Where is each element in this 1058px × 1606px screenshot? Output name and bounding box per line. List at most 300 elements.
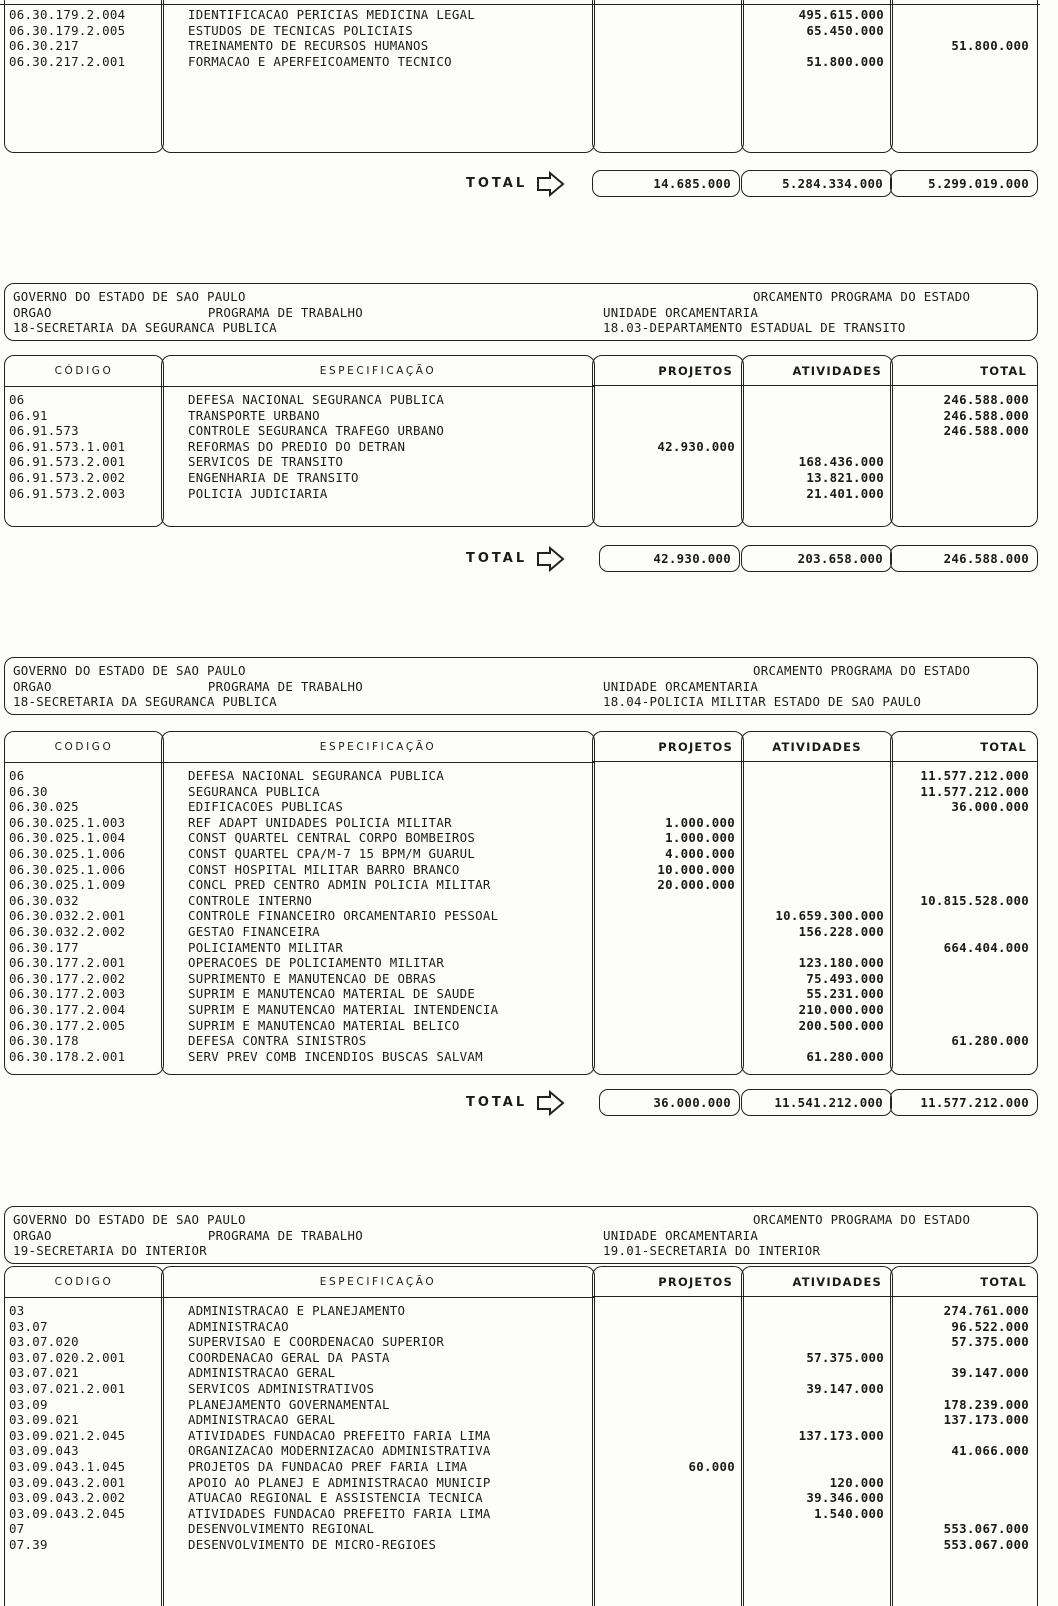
right-arrow-icon <box>534 545 568 573</box>
table-cell-total <box>891 1049 1037 1065</box>
table-cell-total <box>891 1459 1037 1475</box>
table-cell-total: 274.761.000 <box>943 1303 1029 1318</box>
table-cell-projetos <box>593 908 743 924</box>
projetos-header: PROJETOS <box>593 356 743 386</box>
table-cell-atividades <box>742 815 892 831</box>
especificacao-rows <box>162 392 594 501</box>
table-cell-atividades: 123.180.000 <box>798 955 884 971</box>
table-cell-projetos: 42.930.000 <box>657 438 735 454</box>
projetos-column <box>592 0 744 153</box>
orgao-text: 19-SECRETARIA DO INTERIOR <box>13 1243 207 1259</box>
table-cell-especificacao: TREINAMENTO DE RECURSOS HUMANOS <box>188 38 429 54</box>
table-cell-total <box>891 830 1037 846</box>
especificacao-column <box>161 355 595 527</box>
table-cell-total: 246.588.000 <box>943 423 1029 439</box>
table-cell-codigo: 03.09.021 <box>9 1412 79 1428</box>
table-cell-atividades <box>742 799 892 815</box>
atividades-column <box>741 0 893 153</box>
table-cell-atividades <box>742 1537 892 1553</box>
table-cell-total <box>891 924 1037 940</box>
table-cell-codigo: 06.30 <box>9 783 48 799</box>
table-cell-total: 553.067.000 <box>943 1536 1029 1552</box>
table-cell-projetos <box>593 1397 743 1413</box>
programa-text: PROGRAMA DE TRABALHO <box>207 1227 364 1243</box>
governo-text: GOVERNO DO ESTADO DE SAO PAULO <box>13 663 246 678</box>
table-cell-codigo: 06.91 <box>9 407 48 423</box>
table-cell-especificacao: ATIVIDADES FUNDACAO PREFEITO FARIA LIMA <box>188 1505 491 1521</box>
table-cell-atividades: 51.800.000 <box>806 53 884 69</box>
table-cell-total <box>891 470 1037 486</box>
table-cell-atividades: 168.436.000 <box>798 454 884 470</box>
table-cell-total: 39.147.000 <box>951 1365 1029 1381</box>
table-cell-total <box>891 1506 1037 1522</box>
projetos-column <box>592 1266 744 1606</box>
projetos-column <box>592 731 744 1075</box>
table-cell-codigo: 06.30.032.2.001 <box>9 908 126 924</box>
table-cell-especificacao: ADMINISTRACAO <box>188 1318 289 1334</box>
governo-text: GOVERNO DO ESTADO DE SAO PAULO <box>13 289 246 304</box>
especificacao-column <box>161 0 595 153</box>
table-cell-especificacao: FORMACAO E APERFEICOAMENTO TECNICO <box>188 53 452 69</box>
table-cell-total <box>891 454 1037 470</box>
atividades-column <box>741 731 893 1075</box>
table-cell-projetos <box>593 1443 743 1459</box>
table-cell-atividades <box>742 846 892 862</box>
table-cell-projetos <box>593 1049 743 1065</box>
table-cell-projetos <box>593 23 743 39</box>
table-cell-atividades: 39.147.000 <box>806 1380 884 1396</box>
table-cell-total: 36.000.000 <box>951 799 1029 815</box>
especificacao-rows <box>162 7 594 69</box>
table-cell-atividades <box>742 1443 892 1459</box>
table-cell-total <box>891 908 1037 924</box>
section-header <box>4 1206 1038 1264</box>
total-column <box>890 1266 1038 1606</box>
orcamento-text: ORCAMENTO PROGRAMA DO ESTADO <box>753 1212 971 1227</box>
total-label: TOTAL <box>466 1095 528 1110</box>
total-header: TOTAL <box>891 1267 1037 1297</box>
projetos-header: PROJETOS <box>593 1267 743 1297</box>
especificacao-header: ESPECIFICAÇÃO <box>162 1267 594 1298</box>
especificacao-column <box>161 731 595 1075</box>
table-cell-projetos <box>593 955 743 971</box>
table-cell-especificacao: POLICIAMENTO MILITAR <box>188 939 344 955</box>
section-header <box>4 283 1038 341</box>
projetos-rows <box>593 768 743 1064</box>
table-cell-especificacao: APOIO AO PLANEJ E ADMINISTRACAO MUNICIP <box>188 1474 491 1490</box>
header-right <box>603 289 970 336</box>
table-cell-codigo: 06.30.177 <box>9 939 79 955</box>
total-total: 5.299.019.000 <box>890 170 1038 197</box>
atividades-column <box>741 1266 893 1606</box>
table-cell-codigo: 06.91.573.2.003 <box>9 485 126 501</box>
table-cell-especificacao: DEFESA CONTRA SINISTROS <box>188 1033 367 1049</box>
table-cell-projetos <box>593 1381 743 1397</box>
table-cell-total: 61.280.000 <box>951 1033 1029 1049</box>
total-line <box>0 170 1058 198</box>
table-cell-especificacao: PLANEJAMENTO GOVERNAMENTAL <box>188 1396 390 1412</box>
table-cell-total <box>891 862 1037 878</box>
table-cell-codigo: 03.09.043.2.002 <box>9 1490 126 1506</box>
codigo-header: CODIGO <box>5 1267 163 1298</box>
table-cell-especificacao: REFORMAS DO PREDIO DO DETRAN <box>188 438 406 454</box>
table-cell-total <box>891 846 1037 862</box>
table-cell-codigo: 06.30.177.2.004 <box>9 1001 126 1017</box>
projetos-rows <box>593 7 743 69</box>
codigo-rows <box>5 7 163 69</box>
table-cell-total: 246.588.000 <box>943 392 1029 407</box>
atividades-rows <box>742 7 892 69</box>
table-cell-projetos <box>593 1350 743 1366</box>
table-cell-codigo: 03.09.043.1.045 <box>9 1458 126 1474</box>
total-line <box>0 1089 1058 1117</box>
table-cell-especificacao: ESTUDOS DE TECNICAS POLICIAIS <box>188 22 414 38</box>
projetos-rows <box>593 1303 743 1553</box>
table-cell-atividades <box>742 940 892 956</box>
header-left <box>13 663 363 710</box>
programa-text: PROGRAMA DE TRABALHO <box>207 304 364 320</box>
unidade-text: 19.01-SECRETARIA DO INTERIOR <box>603 1243 821 1259</box>
table-cell-especificacao: ADMINISTRACAO GERAL <box>188 1412 336 1428</box>
table-cell-especificacao: REF ADAPT UNIDADES POLICIA MILITAR <box>188 814 452 830</box>
table-cell-codigo: 06.30.179.2.004 <box>9 7 126 22</box>
table-cell-especificacao: ORGANIZACAO MODERNIZACAO ADMINISTRATIVA <box>188 1443 491 1459</box>
table-cell-atividades <box>742 877 892 893</box>
right-arrow-icon <box>534 170 568 198</box>
total-line <box>0 545 1058 573</box>
table-cell-projetos <box>593 1490 743 1506</box>
atividades-header: ATIVIDADES <box>742 732 892 762</box>
total-atividades: 203.658.000 <box>741 545 892 572</box>
orgao-label: ORGAO <box>13 678 52 694</box>
table-cell-projetos <box>593 7 743 23</box>
table-cell-especificacao: SEGURANCA PUBLICA <box>188 783 320 799</box>
table-cell-especificacao: DESENVOLVIMENTO REGIONAL <box>188 1521 375 1537</box>
table-cell-total <box>891 1381 1037 1397</box>
projetos-rows <box>593 392 743 501</box>
table-cell-codigo: 03.07.020.2.001 <box>9 1349 126 1365</box>
table-cell-especificacao: SUPRIM E MANUTENCAO MATERIAL INTENDENCIA <box>188 1001 499 1017</box>
table-cell-codigo: 06.30.032.2.002 <box>9 923 126 939</box>
table-cell-projetos <box>593 486 743 502</box>
table-cell-projetos: 1.000.000 <box>665 830 735 846</box>
codigo-column <box>4 355 164 527</box>
table-cell-projetos: 4.000.000 <box>665 845 735 861</box>
table-cell-codigo: 06.30.025 <box>9 799 79 815</box>
table-cell-codigo: 06.91.573.1.001 <box>9 438 126 454</box>
table-cell-especificacao: SUPRIM E MANUTENCAO MATERIAL DE SAUDE <box>188 986 476 1002</box>
atividades-header: ATIVIDADES <box>742 356 892 386</box>
table-cell-projetos <box>593 924 743 940</box>
table-cell-atividades <box>742 1459 892 1475</box>
table-cell-projetos: 1.000.000 <box>665 814 735 830</box>
table-cell-total <box>891 54 1037 70</box>
table-cell-especificacao: POLICIA JUDICIARIA <box>188 485 328 501</box>
table-cell-atividades: 13.821.000 <box>806 469 884 485</box>
table-cell-projetos <box>593 940 743 956</box>
table-cell-atividades: 57.375.000 <box>806 1349 884 1365</box>
total-projetos: 42.930.000 <box>599 545 740 572</box>
table-cell-codigo: 06.30.217.2.001 <box>9 53 126 69</box>
table-cell-atividades <box>742 784 892 800</box>
table-cell-atividades: 55.231.000 <box>806 986 884 1002</box>
codigo-column <box>4 731 164 1075</box>
programa-text: PROGRAMA DE TRABALHO <box>207 678 364 694</box>
table-cell-codigo: 07.39 <box>9 1536 48 1552</box>
table-cell-projetos: 10.000.000 <box>657 861 735 877</box>
table-cell-total: 96.522.000 <box>951 1318 1029 1334</box>
table-cell-atividades <box>742 1334 892 1350</box>
table-cell-atividades <box>742 1303 892 1319</box>
header-left <box>13 1212 363 1259</box>
table-cell-projetos <box>593 1475 743 1491</box>
table-cell-total: 137.173.000 <box>943 1412 1029 1428</box>
table-cell-total: 51.800.000 <box>951 38 1029 54</box>
table-cell-projetos <box>593 38 743 54</box>
table-cell-atividades: 39.346.000 <box>806 1490 884 1506</box>
table-cell-atividades <box>742 408 892 424</box>
table-cell-especificacao: ENGENHARIA DE TRANSITO <box>188 469 359 485</box>
especificacao-rows <box>162 768 594 1064</box>
table-cell-atividades <box>742 1033 892 1049</box>
table-cell-atividades: 21.401.000 <box>806 485 884 501</box>
table-cell-especificacao: GESTAO FINANCEIRA <box>188 923 320 939</box>
codigo-rows <box>5 1303 163 1553</box>
total-column <box>890 731 1038 1075</box>
table-cell-projetos <box>593 408 743 424</box>
table-cell-projetos <box>593 893 743 909</box>
atividades-rows <box>742 392 892 501</box>
total-total: 246.588.000 <box>890 545 1038 572</box>
codigo-rows <box>5 392 163 501</box>
orgao-text: 18-SECRETARIA DA SEGURANCA PUBLICA <box>13 320 277 336</box>
orgao-label: ORGAO <box>13 304 52 320</box>
table-cell-total <box>891 1018 1037 1034</box>
unidade-text: 18.04-POLICIA MILITAR ESTADO DE SAO PAULO <box>603 694 922 710</box>
table-cell-projetos <box>593 454 743 470</box>
table-cell-codigo: 06.30.177.2.003 <box>9 986 126 1002</box>
table-cell-atividades <box>742 893 892 909</box>
table-cell-codigo: 06.91.573.2.001 <box>9 454 126 470</box>
table-cell-especificacao: OPERACOES DE POLICIAMENTO MILITAR <box>188 955 445 971</box>
table-cell-codigo: 06.30.025.1.006 <box>9 845 126 861</box>
table-cell-codigo: 03.07.021.2.001 <box>9 1380 126 1396</box>
codigo-column <box>4 1266 164 1606</box>
table-cell-especificacao: ADMINISTRACAO GERAL <box>188 1365 336 1381</box>
table-cell-atividades <box>742 830 892 846</box>
table-cell-projetos <box>593 784 743 800</box>
atividades-header: ATIVIDADES <box>742 1267 892 1297</box>
table-cell-atividades: 200.500.000 <box>798 1017 884 1033</box>
table-cell-total <box>891 971 1037 987</box>
unidade-label: UNIDADE ORCAMENTARIA <box>603 678 759 694</box>
table-cell-codigo: 06.30.179.2.005 <box>9 22 126 38</box>
table-cell-codigo: 06.30.025.1.003 <box>9 814 126 830</box>
table-cell-atividades: 1.540.000 <box>814 1505 884 1521</box>
table-cell-atividades: 137.173.000 <box>798 1427 884 1443</box>
table-cell-projetos <box>593 1303 743 1319</box>
table-cell-projetos <box>593 1334 743 1350</box>
table-cell-atividades: 210.000.000 <box>798 1001 884 1017</box>
table-cell-total <box>891 486 1037 502</box>
table-cell-especificacao: DEFESA NACIONAL SEGURANCA PUBLICA <box>188 392 445 407</box>
table-cell-codigo: 06.30.177.2.002 <box>9 970 126 986</box>
table-cell-codigo: 06.30.025.1.009 <box>9 877 126 893</box>
table-cell-projetos <box>593 1365 743 1381</box>
codigo-header: CÓDIGO <box>5 356 163 387</box>
table-cell-total <box>891 815 1037 831</box>
table-cell-codigo: 06.30.025.1.006 <box>9 861 126 877</box>
table-cell-atividades <box>742 423 892 439</box>
table-cell-especificacao: SERV PREV COMB INCENDIOS BUSCAS SALVAM <box>188 1048 483 1064</box>
total-rows <box>891 7 1037 69</box>
table-cell-especificacao: CONST HOSPITAL MILITAR BARRO BRANCO <box>188 861 460 877</box>
table-cell-total <box>891 877 1037 893</box>
table-cell-especificacao: CONTROLE FINANCEIRO ORCAMENTARIO PESSOAL <box>188 908 499 924</box>
table-cell-projetos <box>593 1319 743 1335</box>
table-cell-especificacao: ATUACAO REGIONAL E ASSISTENCIA TECNICA <box>188 1490 483 1506</box>
table-cell-atividades <box>742 768 892 784</box>
table-cell-atividades <box>742 1397 892 1413</box>
table-cell-atividades: 495.615.000 <box>798 7 884 22</box>
table-cell-projetos <box>593 470 743 486</box>
table-cell-especificacao: DESENVOLVIMENTO DE MICRO-REGIOES <box>188 1536 437 1552</box>
table-cell-atividades <box>742 1319 892 1335</box>
table-cell-projetos <box>593 1506 743 1522</box>
table-cell-especificacao: IDENTIFICACAO PERICIAS MEDICINA LEGAL <box>188 7 476 22</box>
atividades-rows <box>742 768 892 1064</box>
table-cell-atividades <box>742 439 892 455</box>
unidade-label: UNIDADE ORCAMENTARIA <box>603 1227 759 1243</box>
table-cell-projetos <box>593 971 743 987</box>
total-projetos: 14.685.000 <box>592 170 740 197</box>
total-rows <box>891 1303 1037 1553</box>
especificacao-rows <box>162 1303 594 1553</box>
table-cell-atividades: 156.228.000 <box>798 923 884 939</box>
table-cell-projetos <box>593 1412 743 1428</box>
table-cell-atividades <box>742 1412 892 1428</box>
table-cell-projetos <box>593 1033 743 1049</box>
table-cell-especificacao: SUPRIM E MANUTENCAO MATERIAL BELICO <box>188 1017 460 1033</box>
unidade-label: UNIDADE ORCAMENTARIA <box>603 304 759 320</box>
table-cell-total: 57.375.000 <box>951 1334 1029 1350</box>
table-cell-projetos <box>593 1521 743 1537</box>
table-cell-total <box>891 1490 1037 1506</box>
table-cell-especificacao: CONCL PRED CENTRO ADMIN POLICIA MILITAR <box>188 877 491 893</box>
table-cell-codigo: 06.30.217 <box>9 38 79 54</box>
table-cell-projetos <box>593 392 743 408</box>
table-cell-total: 10.815.528.000 <box>920 892 1029 908</box>
table-cell-especificacao: SUPERVISAO E COORDENACAO SUPERIOR <box>188 1334 445 1350</box>
table-cell-total <box>891 1428 1037 1444</box>
table-cell-projetos <box>593 1018 743 1034</box>
table-cell-atividades: 61.280.000 <box>806 1048 884 1064</box>
table-cell-projetos: 20.000.000 <box>657 877 735 893</box>
table-cell-projetos <box>593 799 743 815</box>
codigo-rows <box>5 768 163 1064</box>
table-cell-especificacao: TRANSPORTE URBANO <box>188 407 320 423</box>
table-cell-codigo: 06 <box>9 768 25 783</box>
table-cell-projetos <box>593 1537 743 1553</box>
table-cell-codigo: 06.30.177.2.005 <box>9 1017 126 1033</box>
codigo-column <box>4 0 164 153</box>
table-cell-codigo: 06.30.032 <box>9 892 79 908</box>
table-cell-total: 11.577.212.000 <box>920 783 1029 799</box>
header-right <box>603 663 970 710</box>
table-cell-codigo: 06.30.178.2.001 <box>9 1048 126 1064</box>
table-cell-codigo: 06.30.178 <box>9 1033 79 1049</box>
table-cell-atividades: 75.493.000 <box>806 970 884 986</box>
total-atividades: 11.541.212.000 <box>741 1089 892 1116</box>
total-label: TOTAL <box>466 176 528 191</box>
governo-text: GOVERNO DO ESTADO DE SAO PAULO <box>13 1212 246 1227</box>
table-cell-codigo: 06.30.025.1.004 <box>9 830 126 846</box>
total-rows <box>891 768 1037 1064</box>
orcamento-text: ORCAMENTO PROGRAMA DO ESTADO <box>753 289 971 304</box>
table-cell-total: 246.588.000 <box>943 407 1029 423</box>
table-cell-especificacao: SUPRIMENTO E MANUTENCAO DE OBRAS <box>188 970 437 986</box>
total-total: 11.577.212.000 <box>890 1089 1038 1116</box>
projetos-column <box>592 355 744 527</box>
orcamento-text: ORCAMENTO PROGRAMA DO ESTADO <box>753 663 971 678</box>
table-cell-total <box>891 23 1037 39</box>
table-cell-codigo: 03.09.043.2.001 <box>9 1474 126 1490</box>
table-cell-total: 178.239.000 <box>943 1396 1029 1412</box>
table-cell-total <box>891 1350 1037 1366</box>
table-cell-total: 11.577.212.000 <box>920 768 1029 783</box>
table-cell-total: 553.067.000 <box>943 1521 1029 1537</box>
table-cell-total <box>891 439 1037 455</box>
header-left <box>13 289 363 336</box>
especificacao-header: ESPECIFICAÇÃO <box>162 732 594 763</box>
total-column <box>890 0 1038 153</box>
total-header: TOTAL <box>891 356 1037 386</box>
table-cell-codigo: 07 <box>9 1521 25 1537</box>
atividades-rows <box>742 1303 892 1553</box>
table-cell-especificacao: SERVICOS DE TRANSITO <box>188 454 344 470</box>
table-cell-total <box>891 1475 1037 1491</box>
table-cell-total: 664.404.000 <box>943 939 1029 955</box>
orgao-label: ORGAO <box>13 1227 52 1243</box>
total-projetos: 36.000.000 <box>599 1089 740 1116</box>
table-cell-atividades <box>742 1521 892 1537</box>
table-cell-codigo: 06.30.177.2.001 <box>9 955 126 971</box>
table-cell-projetos <box>593 423 743 439</box>
table-cell-total <box>891 986 1037 1002</box>
total-header: TOTAL <box>891 732 1037 762</box>
table-cell-codigo: 06 <box>9 392 25 407</box>
table-cell-atividades <box>742 862 892 878</box>
total-column <box>890 355 1038 527</box>
table-cell-especificacao: CONST QUARTEL CPA/M-7 15 BPM/M GUARUL <box>188 845 476 861</box>
table-cell-projetos <box>593 1002 743 1018</box>
table-cell-codigo: 03.09.043.2.045 <box>9 1505 126 1521</box>
table-cell-atividades <box>742 392 892 408</box>
table-cell-projetos <box>593 986 743 1002</box>
table-cell-codigo: 03.07.021 <box>9 1365 79 1381</box>
codigo-header: CODIGO <box>5 732 163 763</box>
table-cell-codigo: 06.91.573.2.002 <box>9 469 126 485</box>
table-cell-especificacao: DEFESA NACIONAL SEGURANCA PUBLICA <box>188 768 445 783</box>
projetos-header: PROJETOS <box>593 732 743 762</box>
table-cell-especificacao: ADMINISTRACAO E PLANEJAMENTO <box>188 1303 406 1318</box>
table-cell-codigo: 06.91.573 <box>9 423 79 439</box>
table-cell-projetos <box>593 768 743 784</box>
table-cell-total <box>891 1002 1037 1018</box>
table-cell-total <box>891 955 1037 971</box>
table-cell-total <box>891 7 1037 23</box>
table-cell-codigo: 03.07.020 <box>9 1334 79 1350</box>
